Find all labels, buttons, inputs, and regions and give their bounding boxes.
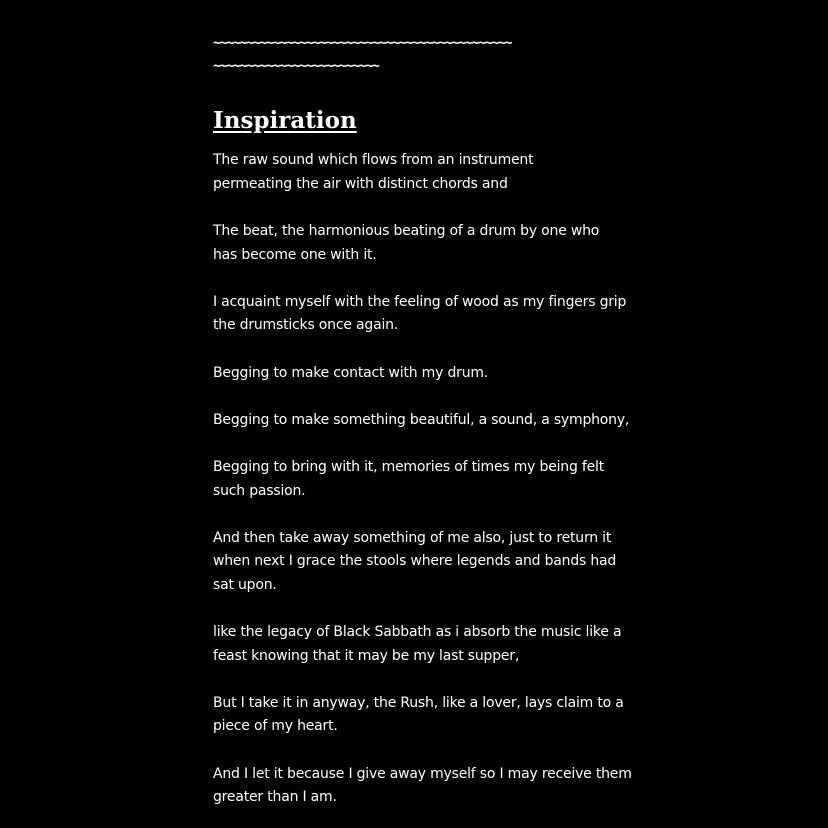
- poem-line: Begging to bring with it, memories of times my being felt: [213, 459, 605, 475]
- poem-title: Inspiration: [213, 107, 357, 134]
- poem-line: I acquaint myself with the feeling of wood as my fingers grip: [213, 294, 627, 310]
- poem-line: And I let it because I give away myself so I may receive them: [213, 766, 632, 782]
- poem-line: like the legacy of Black Sabbath as i absorb the music like a: [213, 624, 622, 640]
- poem-line: feast knowing that it may be my last supper,: [213, 648, 520, 664]
- poem-line: piece of my heart.: [213, 718, 338, 734]
- poem-line: Begging to make something beautiful, a sound, a symphony,: [213, 412, 630, 428]
- poem-line: The raw sound which flows from an instrument: [213, 152, 534, 168]
- tilde-separator-line-1: ~~~~~~~~~~~~~~~~~~~~~~~~~~~~~~~~~~~~~~~~~~~~~: [213, 36, 512, 51]
- poem-line: the drumsticks once again.: [213, 317, 399, 333]
- poem-line: But I take it in anyway, the Rush, like a lover, lays claim to a: [213, 695, 624, 711]
- poem-line: And then take away something of me also, just to return it: [213, 530, 612, 546]
- poem-line: Begging to make contact with my drum.: [213, 365, 489, 381]
- poem-line: when next I grace the stools where legends and bands had: [213, 553, 617, 569]
- poem-line: greater than I am.: [213, 789, 337, 805]
- poem-line: permeating the air with distinct chords and: [213, 176, 508, 192]
- tilde-separator-line-2: ~~~~~~~~~~~~~~~~~~~~~~~~~: [213, 59, 379, 74]
- poem-line: sat upon.: [213, 577, 277, 593]
- poem-line: The beat, the harmonious beating of a drum by one who: [213, 223, 600, 239]
- poem-line: such passion.: [213, 483, 306, 499]
- poem-line: has become one with it.: [213, 247, 377, 263]
